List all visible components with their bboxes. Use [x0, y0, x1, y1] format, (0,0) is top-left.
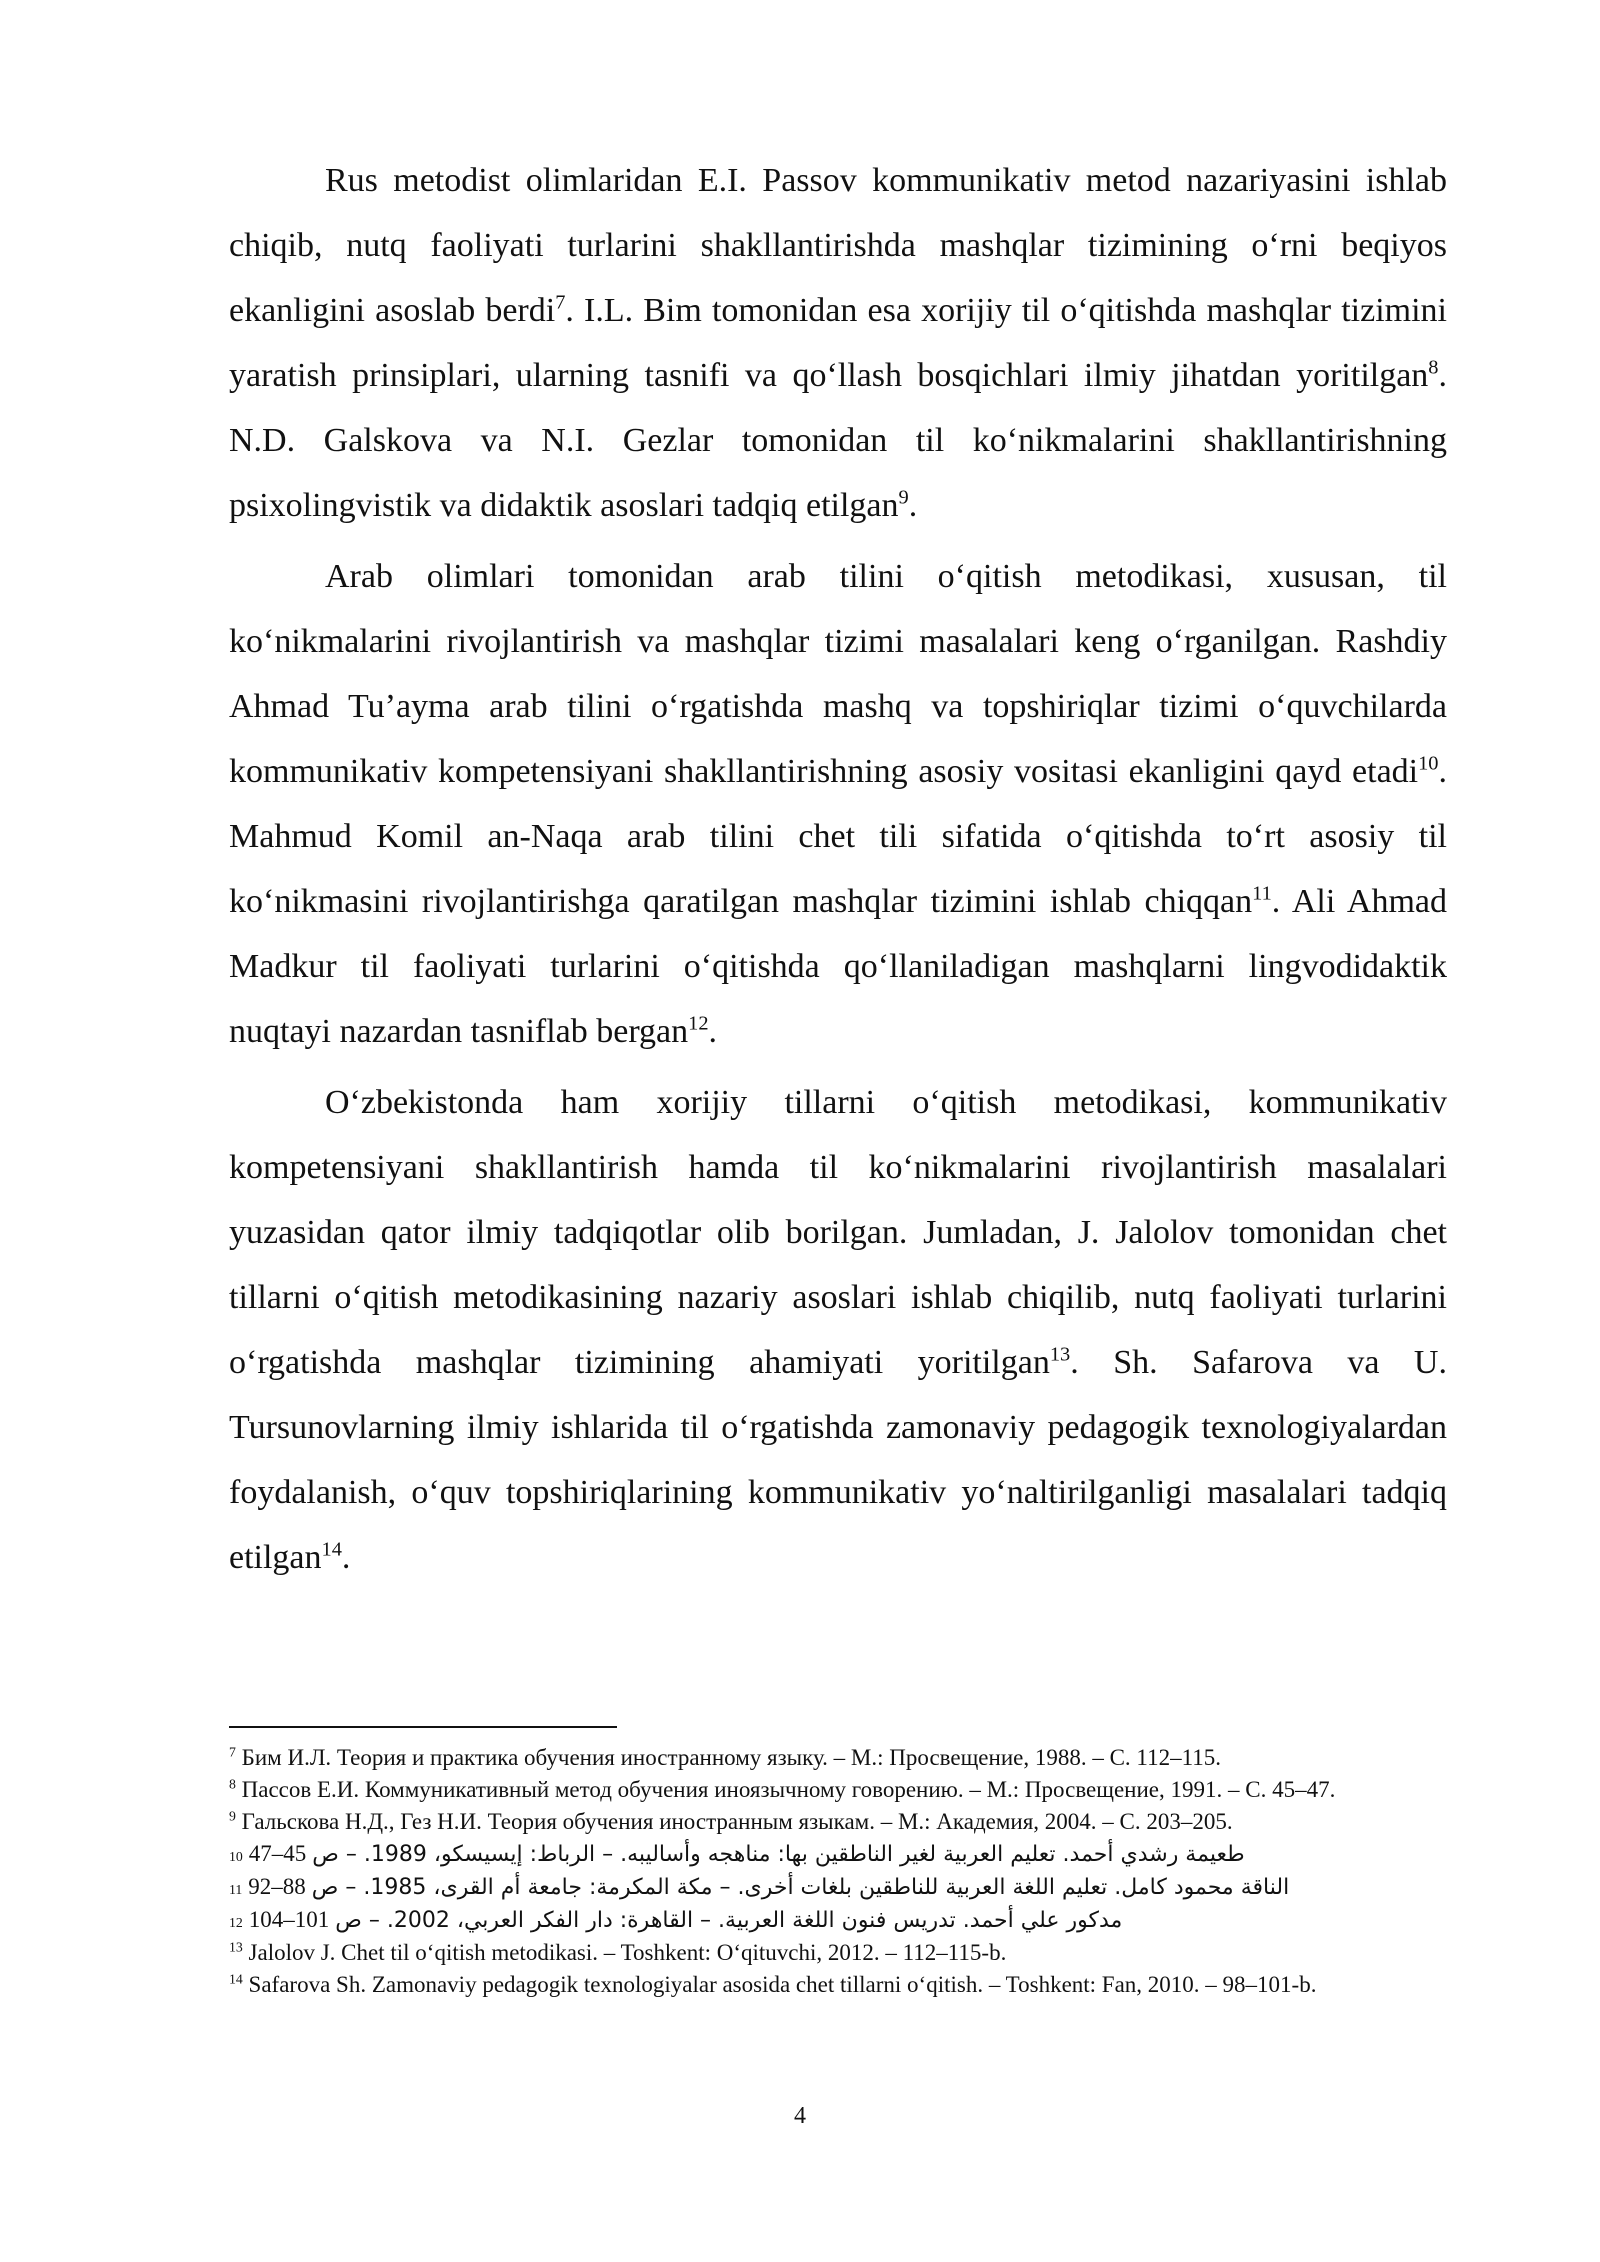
footnote-ref-9: 9 [898, 486, 909, 509]
paragraph-2-text-3: . Ali Ahmad Madkur til faoliyati turlarini o‘qitishda qo‘llaniladigan mashqlarni lingvodidaktik nuqtayi nazardan tasniflab bergan [229, 883, 1447, 1050]
page-number: 4 [794, 2103, 806, 2129]
footnote-number: 7 [229, 1744, 236, 1760]
footnote-text-arabic: مدكور علي أحمد. تدريس فنون اللغة العربية. – القاهرة: دار الفكر العربي، 2002. – ص [335, 1908, 1123, 1933]
footnote-ref-14: 14 [321, 1538, 342, 1561]
paragraph-3-text-3: . [341, 1539, 351, 1576]
footnote-text: Safarova Sh. Zamonaviy pedagogik texnologiyalar asosida chet tillarni o‘qitish. – Toshkent: Fan, 2010. – 98–101-b. [248, 1972, 1317, 1997]
paragraph-3 [229, 1070, 1447, 1590]
footnote-7 [229, 1742, 1491, 1774]
footnote-8 [229, 1774, 1491, 1806]
footnote-pages: 104–101 [248, 1907, 330, 1932]
footnote-ref-13: 13 [1049, 1343, 1071, 1366]
footnotes [229, 1742, 1491, 2001]
paragraph-2-text-2: . Mahmud Komil an-Naqa arab tilini chet tili sifatida o‘qitishda to‘rt asosiy til ko‘nikmasini rivojlantirishga qaratilgan mashqlar tizimini ishlab chiqqan [229, 753, 1447, 920]
footnote-text: Гальскова Н.Д., Гез Н.И. Теория обучения иностранным языкам. – М.: Академия, 2004. – С. 203–205. [241, 1809, 1233, 1834]
footnote-text: Jalolov J. Chet til o‘qitish metodikasi. – Toshkent: O‘qituvchi, 2012. – 112–115-b. [248, 1940, 1007, 1965]
footnote-separator [229, 1726, 617, 1728]
paragraph-2-text-1: Arab olimlari tomonidan arab tilini o‘qitish metodikasi, xususan, til ko‘nikmalarini rivojlantirish va mashqlar tizimi masalalari keng o‘rganilgan. Rashdiy Ahmad Tu’ayma arab tilini o‘rgatishda mashq va topshiriqlar tizimi o‘quvchilarda kommunikativ kompetensiyani shakllantirishning asosiy vositasi ekanligini qayd etadi [229, 558, 1447, 790]
paragraph-1-text-2: . I.L. Bim tomonidan esa xorijiy til o‘qitishda mashqlar tizimini yaratish prinsiplari, ularning tasnifi va qo‘llash bosqichlari ilmiy jihatdan yoritilgan [229, 292, 1447, 394]
footnote-text: Бим И.Л. Теория и практика обучения иностранному языку. – М.: Просвещение, 1988. – С. 112–115. [241, 1745, 1221, 1770]
footnote-text-arabic: طعيمة رشدي أحمد. تعليم العربية لغير الناطقين بها: مناهجه وأساليبه. – الرباط: إيسيسكو، 1989. – ص [312, 1842, 1245, 1867]
body-text [229, 148, 1447, 1596]
footnote-14 [229, 1969, 1491, 2001]
footnote-ref-7: 7 [555, 291, 566, 314]
paragraph-1-text-3: . N.D. Galskova va N.I. Gezlar tomonidan til ko‘nikmalarini shakllantirishning psixolingvistik va didaktik asoslari tadqiq etilgan [229, 357, 1447, 524]
footnote-11: 11 92–88 الناقة محمود كامل. تعليم اللغة العربية للناطقين بلغات أخرى. – مكة المكرمة: جامعة أم القرى، 1985. – ص [229, 1871, 1491, 1904]
paragraph-2-text-4: . [708, 1013, 718, 1050]
footnote-13 [229, 1937, 1491, 1969]
footnote-12: 12 104–101 مدكور علي أحمد. تدريس فنون اللغة العربية. – القاهرة: دار الفكر العربي، 2002. – ص [229, 1904, 1491, 1937]
footnote-text: Пассов Е.И. Коммуникативный метод обучения иноязычному говорению. – М.: Просвещение, 1991. – С. 45–47. [241, 1777, 1336, 1802]
footnote-9 [229, 1806, 1491, 1838]
footnote-pages: 92–88 [248, 1874, 306, 1899]
footnote-pages: 47–45 [248, 1841, 307, 1866]
footnote-10: 10 47–45 طعيمة رشدي أحمد. تعليم العربية لغير الناطقين بها: مناهجه وأساليبه. – الرباط: إيسيسكو، 1989. – ص [229, 1838, 1491, 1871]
footnote-ref-12: 12 [688, 1012, 709, 1035]
footnote-text-arabic: الناقة محمود كامل. تعليم اللغة العربية للناطقين بلغات أخرى. – مكة المكرمة: جامعة أم القرى، 1985. – ص [311, 1875, 1290, 1900]
paragraph-3-text-1: O‘zbekistonda ham xorijiy tillarni o‘qitish metodikasi, kommunikativ kompetensiyani shakllantirish hamda til ko‘nikmalarini rivojlantirish masalalari yuzasidan qator ilmiy tadqiqotlar olib borilgan. Jumladan, J. Jalolov tomonidan chet tillarni o‘qitish metodikasining nazariy asoslari ishlab chiqilib, nutq faoliyati turlarini o‘rgatishda mashqlar tizimining ahamiyati yoritilgan [229, 1084, 1447, 1381]
paragraph-1-text-4: . [908, 487, 918, 524]
paragraph-2 [229, 544, 1447, 1064]
footnote-ref-11: 11 [1252, 882, 1272, 905]
footnote-number: 9 [229, 1808, 236, 1824]
paragraph-1 [229, 148, 1447, 538]
paragraph-1-text-1: Rus metodist olimlaridan E.I. Passov kommunikativ metod nazariyasini ishlab chiqib, nutq faoliyati turlarini shakllantirishda mashqlar tizimining o‘rni beqiyos ekanligini asoslab berdi [229, 162, 1447, 329]
footnote-ref-10: 10 [1418, 752, 1439, 775]
footnote-number: 8 [229, 1776, 236, 1792]
footnote-number: 13 [229, 1939, 243, 1955]
footnote-number: 14 [229, 1971, 243, 1987]
paragraph-3-text-2: . Sh. Safarova va U. Tursunovlarning ilmiy ishlarida til o‘rgatishda zamonaviy pedagogik texnologiyalardan foydalanish, o‘quv topshiriqlarining kommunikativ yo‘naltirilganligi masalalari tadqiq etilgan [229, 1344, 1447, 1576]
footnote-ref-8: 8 [1428, 356, 1439, 379]
